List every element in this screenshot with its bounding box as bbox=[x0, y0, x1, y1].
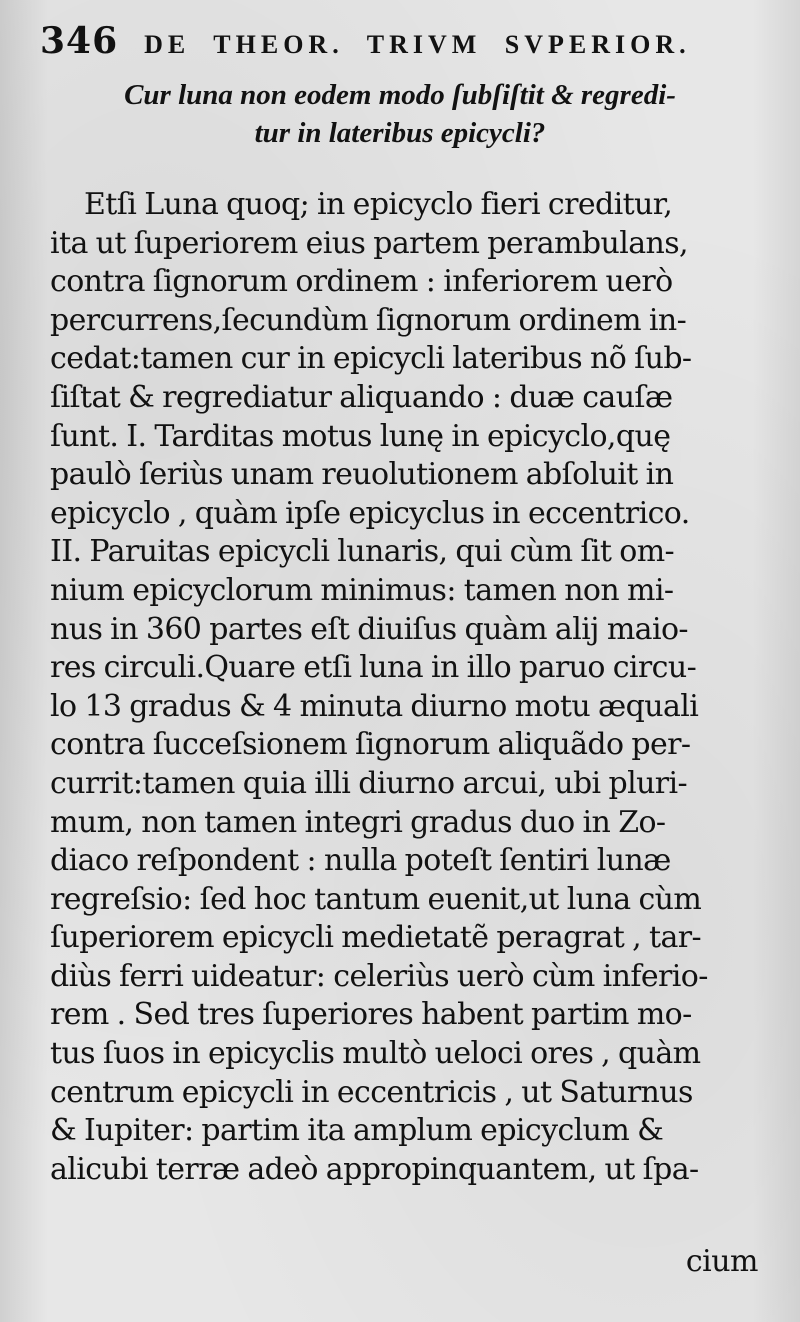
page-number: 346 bbox=[40, 20, 119, 62]
running-head bbox=[40, 20, 760, 66]
text-line: lo 13 gradus & 4 minuta diurno motu æquali bbox=[50, 688, 699, 724]
text-line: epicyclo , quàm ipſe epicyclus in eccentrico. bbox=[50, 495, 690, 531]
text-line: mum, non tamen integri gradus duo in Zo- bbox=[50, 804, 666, 840]
text-line: contra ſignorum ordinem : inferiorem uerò bbox=[50, 264, 673, 300]
text-line: diùs ferri uideatur: celeriùs uerò cùm inferio- bbox=[50, 958, 708, 994]
text-line: currit:tamen quia illi diurno arcui, ubi pluri- bbox=[50, 765, 688, 801]
text-line: percurrens,ſecundùm ſignorum ordinem in- bbox=[50, 302, 687, 338]
text-line: ſiſtat & regrediatur aliquando : duæ cauſæ bbox=[50, 379, 673, 415]
text-line: res circuli.Quare etſi luna in illo paruo circu- bbox=[50, 650, 697, 686]
text-line: nus in 360 partes eſt diuiſus quàm alij maio- bbox=[50, 611, 688, 647]
text-line: ſuperiorem epicycli medietatẽ peragrat , tar- bbox=[50, 920, 702, 956]
running-title: DE THEOR. TRIVM SVPERIOR. bbox=[144, 30, 691, 59]
text-line: rem . Sed tres ſuperiores habent partim mo- bbox=[50, 997, 692, 1033]
heading-line: tur in lateribus epicycli? bbox=[254, 117, 546, 149]
text-line: nium epicyclorum minimus: tamen non mi- bbox=[50, 572, 674, 608]
text-line: tus ſuos in epicyclis multò ueloci ores , quàm bbox=[50, 1036, 701, 1072]
body-text bbox=[50, 186, 770, 1189]
catchword: cium bbox=[685, 1244, 758, 1279]
text-line: Etſi Luna quoq; in epicyclo fieri creditur, bbox=[84, 187, 673, 222]
text-line: regreſsio: ſed hoc tantum euenit,ut luna cùm bbox=[50, 881, 702, 917]
text-line: alicubi terræ adeò appropinquantem, ut ſpa- bbox=[50, 1151, 699, 1187]
section-heading bbox=[70, 76, 730, 152]
text-line: paulò ſeriùs unam reuolutionem abſoluit in bbox=[50, 457, 674, 493]
text-line: II. Paruitas epicycli lunaris, qui cùm ſit om- bbox=[50, 534, 675, 570]
heading-line: Cur luna non eodem modo ſubſiſtit & regredi- bbox=[124, 79, 676, 111]
text-line: centrum epicycli in eccentricis , ut Saturnus bbox=[50, 1074, 693, 1110]
text-line: cedat:tamen cur in epicycli lateribus nõ ſub- bbox=[50, 341, 692, 377]
text-line: diaco reſpondent : nulla poteſt ſentiri lunæ bbox=[50, 843, 671, 879]
text-line: ſunt. I. Tarditas motus lunę in epicyclo,quę bbox=[50, 418, 671, 454]
text-line: contra ſucceſsionem ſignorum aliquãdo per- bbox=[50, 727, 691, 763]
text-line: ita ut ſuperiorem eius partem perambulans, bbox=[50, 225, 688, 261]
text-line: & Iupiter: partim ita amplum epicyclum & bbox=[50, 1113, 664, 1149]
